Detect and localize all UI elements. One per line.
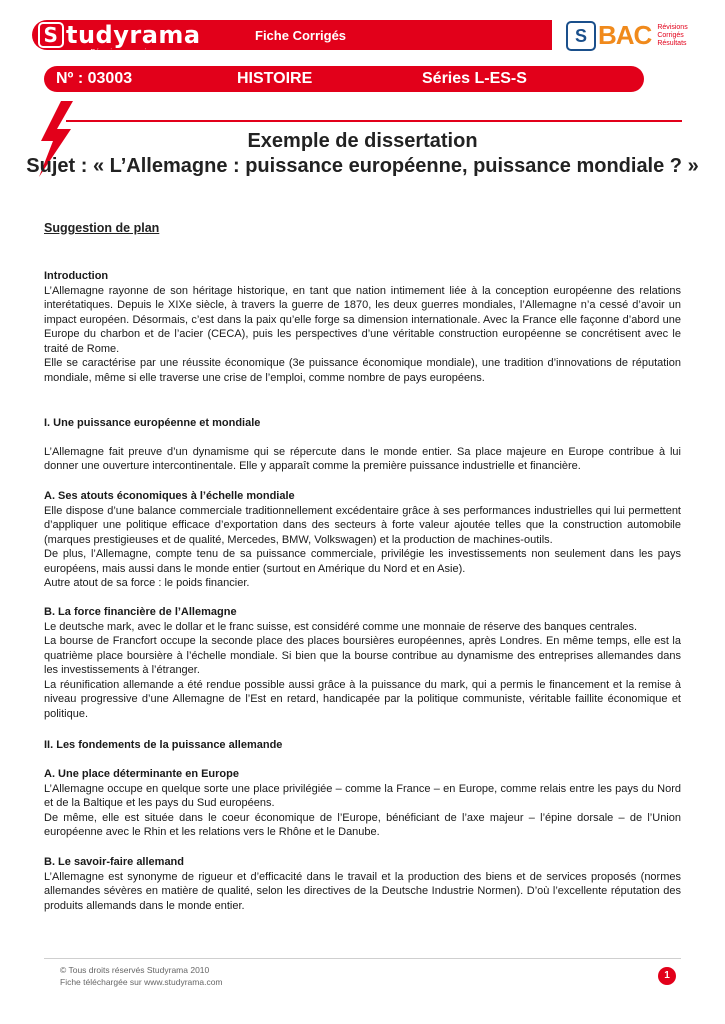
part1a-paragraph-1: Elle dispose d’une balance commerciale traditionnellement excédentaire grâce à ses performances industrielles qui lui permettent d’appliquer une politique efficace d’exportation dans des secteurs à forte valeur ajoutée telles que la construction automobile (marques prestigieuses et de qualité, Mercedes, BMW, Volkswagen) et la production de machines-outils. [44, 504, 681, 546]
part1b-paragraph-3: La réunification allemande a été rendue possible aussi grâce à la puissance du mark, qui a permis le financement et la remise à niveau progressive d’une Allemagne de l’Est en retard, handicapée par la politique communiste, véritable faillite économique et politique. [44, 678, 681, 720]
sbac-line2: Corrigés [657, 31, 684, 39]
sbac-s-icon: S [566, 21, 596, 51]
part2b-paragraph-1: L’Allemagne est synonyme de rigueur et d’efficacité dans le travail et la production des biens et de services proposés (normes allemandes sévères en matière de qualité, selon les directives de la Deutsche Industrie Normen). D’où l’excellente réputation des produits allemands dans le monde entier. [44, 870, 681, 912]
part1b-paragraph-1: Le deutsche mark, avec le dollar et le franc suisse, est considéré comme une monnaie de réserve des banques centrales. [44, 620, 638, 633]
sbac-logo [566, 20, 688, 51]
part1b-title: B. La force financière de l’Allemagne [44, 606, 237, 618]
footer-copyright: © Tous droits réservés Studyrama 2010 [60, 965, 210, 975]
intro-block [44, 269, 681, 385]
part2a-block [44, 767, 681, 840]
part2a-paragraph-1: L’Allemagne occupe en quelque sorte une place privilégiée – comme la France – en Europe, comme relais entre les pays du Nord et de la Baltique et les pays du Sud européens. [44, 782, 681, 809]
subject-banner [44, 66, 644, 92]
series-label: Séries L-ES-S [422, 70, 527, 87]
sbac-subtitle [657, 24, 687, 48]
sbac-line1: Révisions [657, 23, 688, 31]
part2a-paragraph-2: De même, elle est située dans le coeur économique de l’Europe, bénéficiant de l’axe majeur – l’épine dorsale – de l’Union européenne avec le Rhin et les relations vers le Rhône et le Danube. [44, 811, 681, 838]
document-title: Exemple de dissertation [247, 130, 478, 152]
logo-s-box: S [38, 22, 64, 48]
sbac-label: BAC [598, 20, 652, 50]
page-number: 1 [658, 967, 676, 985]
intro-paragraph-1: L’Allemagne rayonne de son héritage historique, en tant que nation intimement liée à la conception européenne des relations interétatiques. Depuis le XIXe siècle, à travers la guerre de 1870, les deux guerres mondiales, l’Allemagne n’a cessé d’avoir un impact européen. Désormais, c’est dans la paix qu’elle forge sa dimension internationale. Avec la France elle façonne d’abord une Europe du charbon et de l’acier (CECA), puis les perspectives d’une véritable construction européenne se concrétisent avec le traité de Rome. [44, 284, 681, 355]
page-footer [44, 958, 681, 999]
logo-tagline: Réussir son avenir [90, 49, 148, 56]
fiche-number: Nº : 03003 [56, 70, 133, 87]
part1a-paragraph-3: Autre atout de sa force : le poids financier. [44, 577, 250, 589]
part1a-title: A. Ses atouts économiques à l’échelle mondiale [44, 490, 295, 502]
sbac-line3: Résultats [657, 39, 687, 47]
part1a-paragraph-2: De plus, l’Allemagne, compte tenu de sa puissance commerciale, privilégie les investissements non seulement dans les pays européens, mais aussi dans le monde entier (surtout en Amérique du Nord et en Asie). [44, 548, 681, 575]
part2a-title: A. Une place déterminante en Europe [44, 768, 239, 780]
part2-title: II. Les fondements de la puissance allemande [44, 739, 283, 751]
plan-heading: Suggestion de plan [44, 221, 160, 235]
part2b-title: B. Le savoir-faire allemand [44, 856, 184, 868]
fiche-title: Fiche Corrigés [255, 28, 347, 43]
intro-title: Introduction [44, 270, 109, 282]
part2b-block [44, 855, 681, 913]
part1-paragraph: L’Allemagne fait preuve d’un dynamisme qui se répercute dans le monde entier. Sa place majeure en Europe contribue à lui donner une ouverture intercontinentale. Elle y apparaît comme la première puissance industrielle et financière. [44, 445, 681, 472]
logo-text: tudyrama [66, 21, 201, 49]
studyrama-logo [38, 20, 201, 50]
part1b-paragraph-2: La bourse de Francfort occupe la seconde place des places boursières européennes, après Londres. En même temps, elle est la quatrième place boursière à l’échelle mondiale. Si bien que la bourse contribue au dynamisme des entreprises allemandes dans les investissements à l’étranger. [44, 635, 681, 676]
part1a-block [44, 489, 681, 591]
document-subject: Sujet : « L’Allemagne : puissance européenne, puissance mondiale ? » [26, 155, 699, 177]
footer-download-link: Fiche téléchargée sur www.studyrama.com [60, 977, 223, 987]
intro-paragraph-2: Elle se caractérise par une réussite économique (3e puissance économique mondiale), une tradition d’innovations de réputation mondiale, même si elle traverse une crise de l’emploi, comme nombre de pays européens. [44, 357, 681, 384]
subject-label: HISTOIRE [237, 70, 313, 87]
part1-block [44, 416, 681, 474]
part1-title: I. Une puissance européenne et mondiale [44, 417, 261, 429]
part2-block [44, 738, 681, 753]
title-divider [66, 120, 682, 122]
part1b-block [44, 605, 681, 721]
